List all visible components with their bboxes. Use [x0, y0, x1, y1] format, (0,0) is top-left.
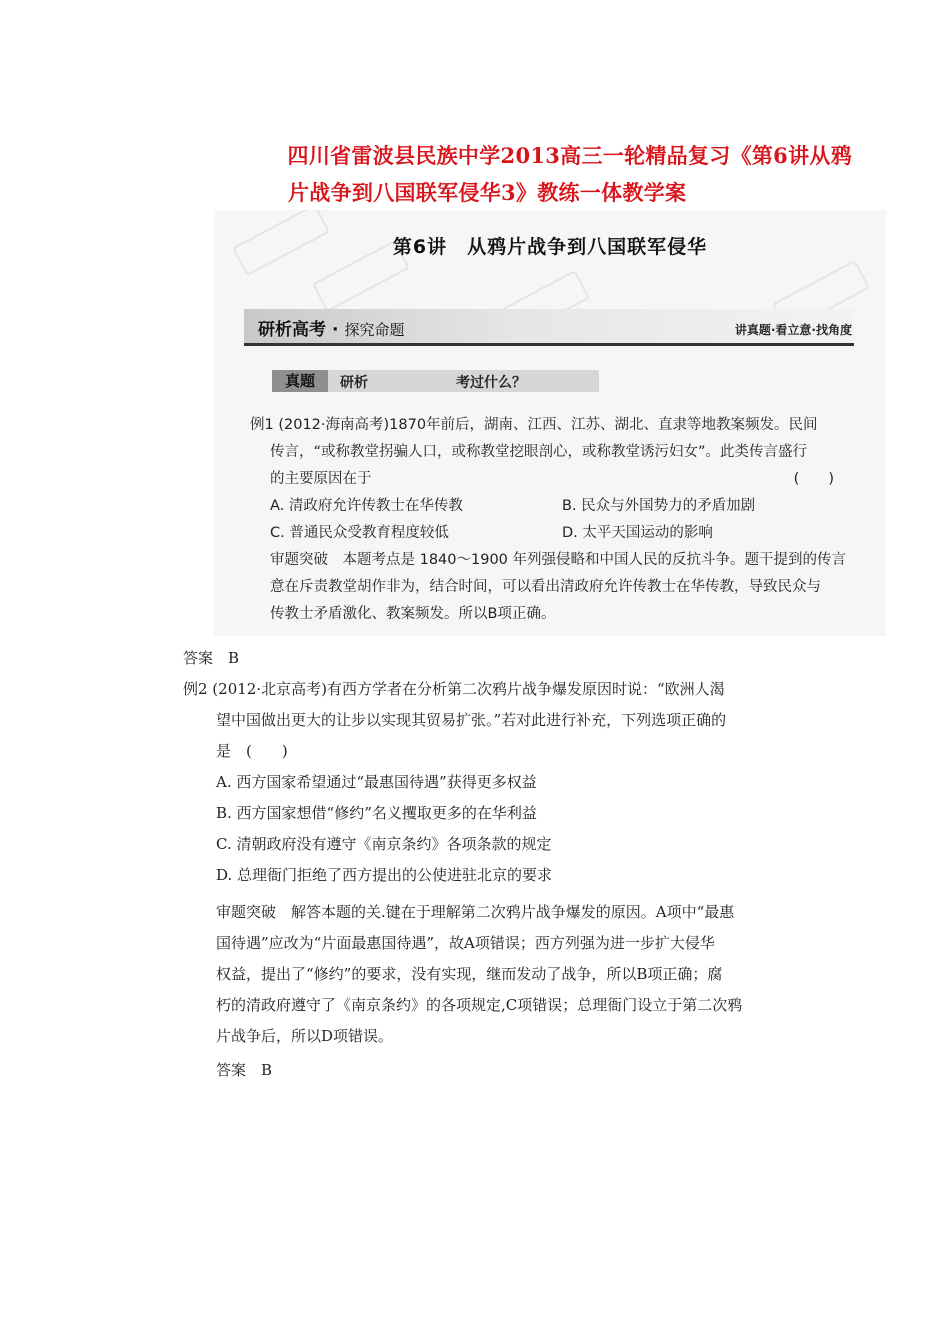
banner-right: 讲真题·看立意·找角度 [734, 323, 852, 337]
q1-analysis-line: 审题突破 本题考点是 1840～1900 年列强侵略和中国人民的反抗斗争。题干提到的传言 [270, 552, 847, 568]
banner-sub: 探究命题 [344, 321, 405, 339]
q1-line: 传言，“或称教堂拐骗人口，或称教堂挖眼剖心，或称教堂诱污妇女”。此类传言盛行 [270, 444, 808, 460]
zt-label-a: 研析 [340, 375, 368, 391]
q1-answer-blank: ( ) [793, 471, 834, 487]
banner-dot: · [332, 320, 339, 340]
answer-1: 答案 B [183, 649, 240, 667]
scanned-excerpt-image [214, 210, 886, 636]
q1-option-c: C. 普通民众受教育程度较低 [270, 525, 449, 541]
q2-option-c: C. 清朝政府没有遵守《南京条约》各项条款的规定 [216, 835, 552, 853]
q2-analysis-line: 权益，提出了“修约”的要求，没有实现，继而发动了战争，所以B项正确；腐 [216, 965, 723, 983]
q1-analysis-line: 意在斥责教堂胡作非为，结合时间，可以看出清政府允许传教士在华传教，导致民众与 [270, 579, 821, 595]
section-banner [244, 309, 854, 346]
q2-line: 是 ( ) [216, 742, 288, 760]
q1-analysis-line: 传教士矛盾激化、教案频发。所以B项正确。 [270, 606, 556, 622]
q2-analysis-line: 片战争后，所以D项错误。 [216, 1027, 394, 1045]
question-1 [250, 412, 850, 628]
exam-question-bar [272, 370, 599, 392]
lesson-title: 第6讲 从鸦片战争到八国联军侵华 [392, 236, 708, 258]
q2-analysis-line: 朽的清政府遵守了《南京条约》的各项规定,C项错误；总理衙门设立于第二次鸦 [216, 996, 743, 1014]
q2-analysis-line: 审题突破 解答本题的关.键在于理解第二次鸦片战争爆发的原因。A项中“最惠 [216, 903, 735, 921]
title-line-1: 四川省雷波县民族中学2013高三一轮精品复习《第6讲从鸦 [287, 143, 852, 168]
zt-label-b: 考过什么？ [456, 375, 526, 391]
q2-analysis-line: 国待遇”应改为“片面最惠国待遇”，故A项错误；西方列强为进一步扩大侵华 [216, 934, 715, 952]
q2-option-b: B. 西方国家想借“修约”名义攫取更多的在华利益 [216, 804, 537, 822]
q1-line: 例1 (2012·海南高考)1870年前后，湖南、江西、江苏、湖北、直隶等地教案频发。民间 [250, 417, 818, 433]
banner-main: 研析高考 [258, 320, 326, 340]
q1-option-a: A. 清政府允许传教士在华传教 [270, 498, 463, 514]
q1-option-d: D. 太平天国运动的影响 [562, 525, 713, 541]
zt-tag: 真题 [272, 370, 328, 392]
title-line-2: 片战争到八国联军侵华3》教练一体教学案 [288, 180, 687, 205]
document-title [160, 137, 860, 211]
q2-line: 例2 (2012·北京高考)有西方学者在分析第二次鸦片战争爆发原因时说：“欧洲人渴 [183, 680, 725, 698]
q2-option-d: D. 总理衙门拒绝了西方提出的公使进驻北京的要求 [216, 866, 553, 884]
q1-line: 的主要原因在于 [270, 471, 372, 487]
answer-2: 答案 B [216, 1061, 273, 1079]
q2-option-a: A. 西方国家希望通过“最惠国待遇”获得更多权益 [216, 773, 537, 791]
q1-options [250, 493, 850, 547]
q2-line: 望中国做出更大的让步以实现其贸易扩张。”若对此进行补充，下列选项正确的 [216, 711, 727, 729]
q1-option-b: B. 民众与外国势力的矛盾加剧 [562, 498, 756, 514]
